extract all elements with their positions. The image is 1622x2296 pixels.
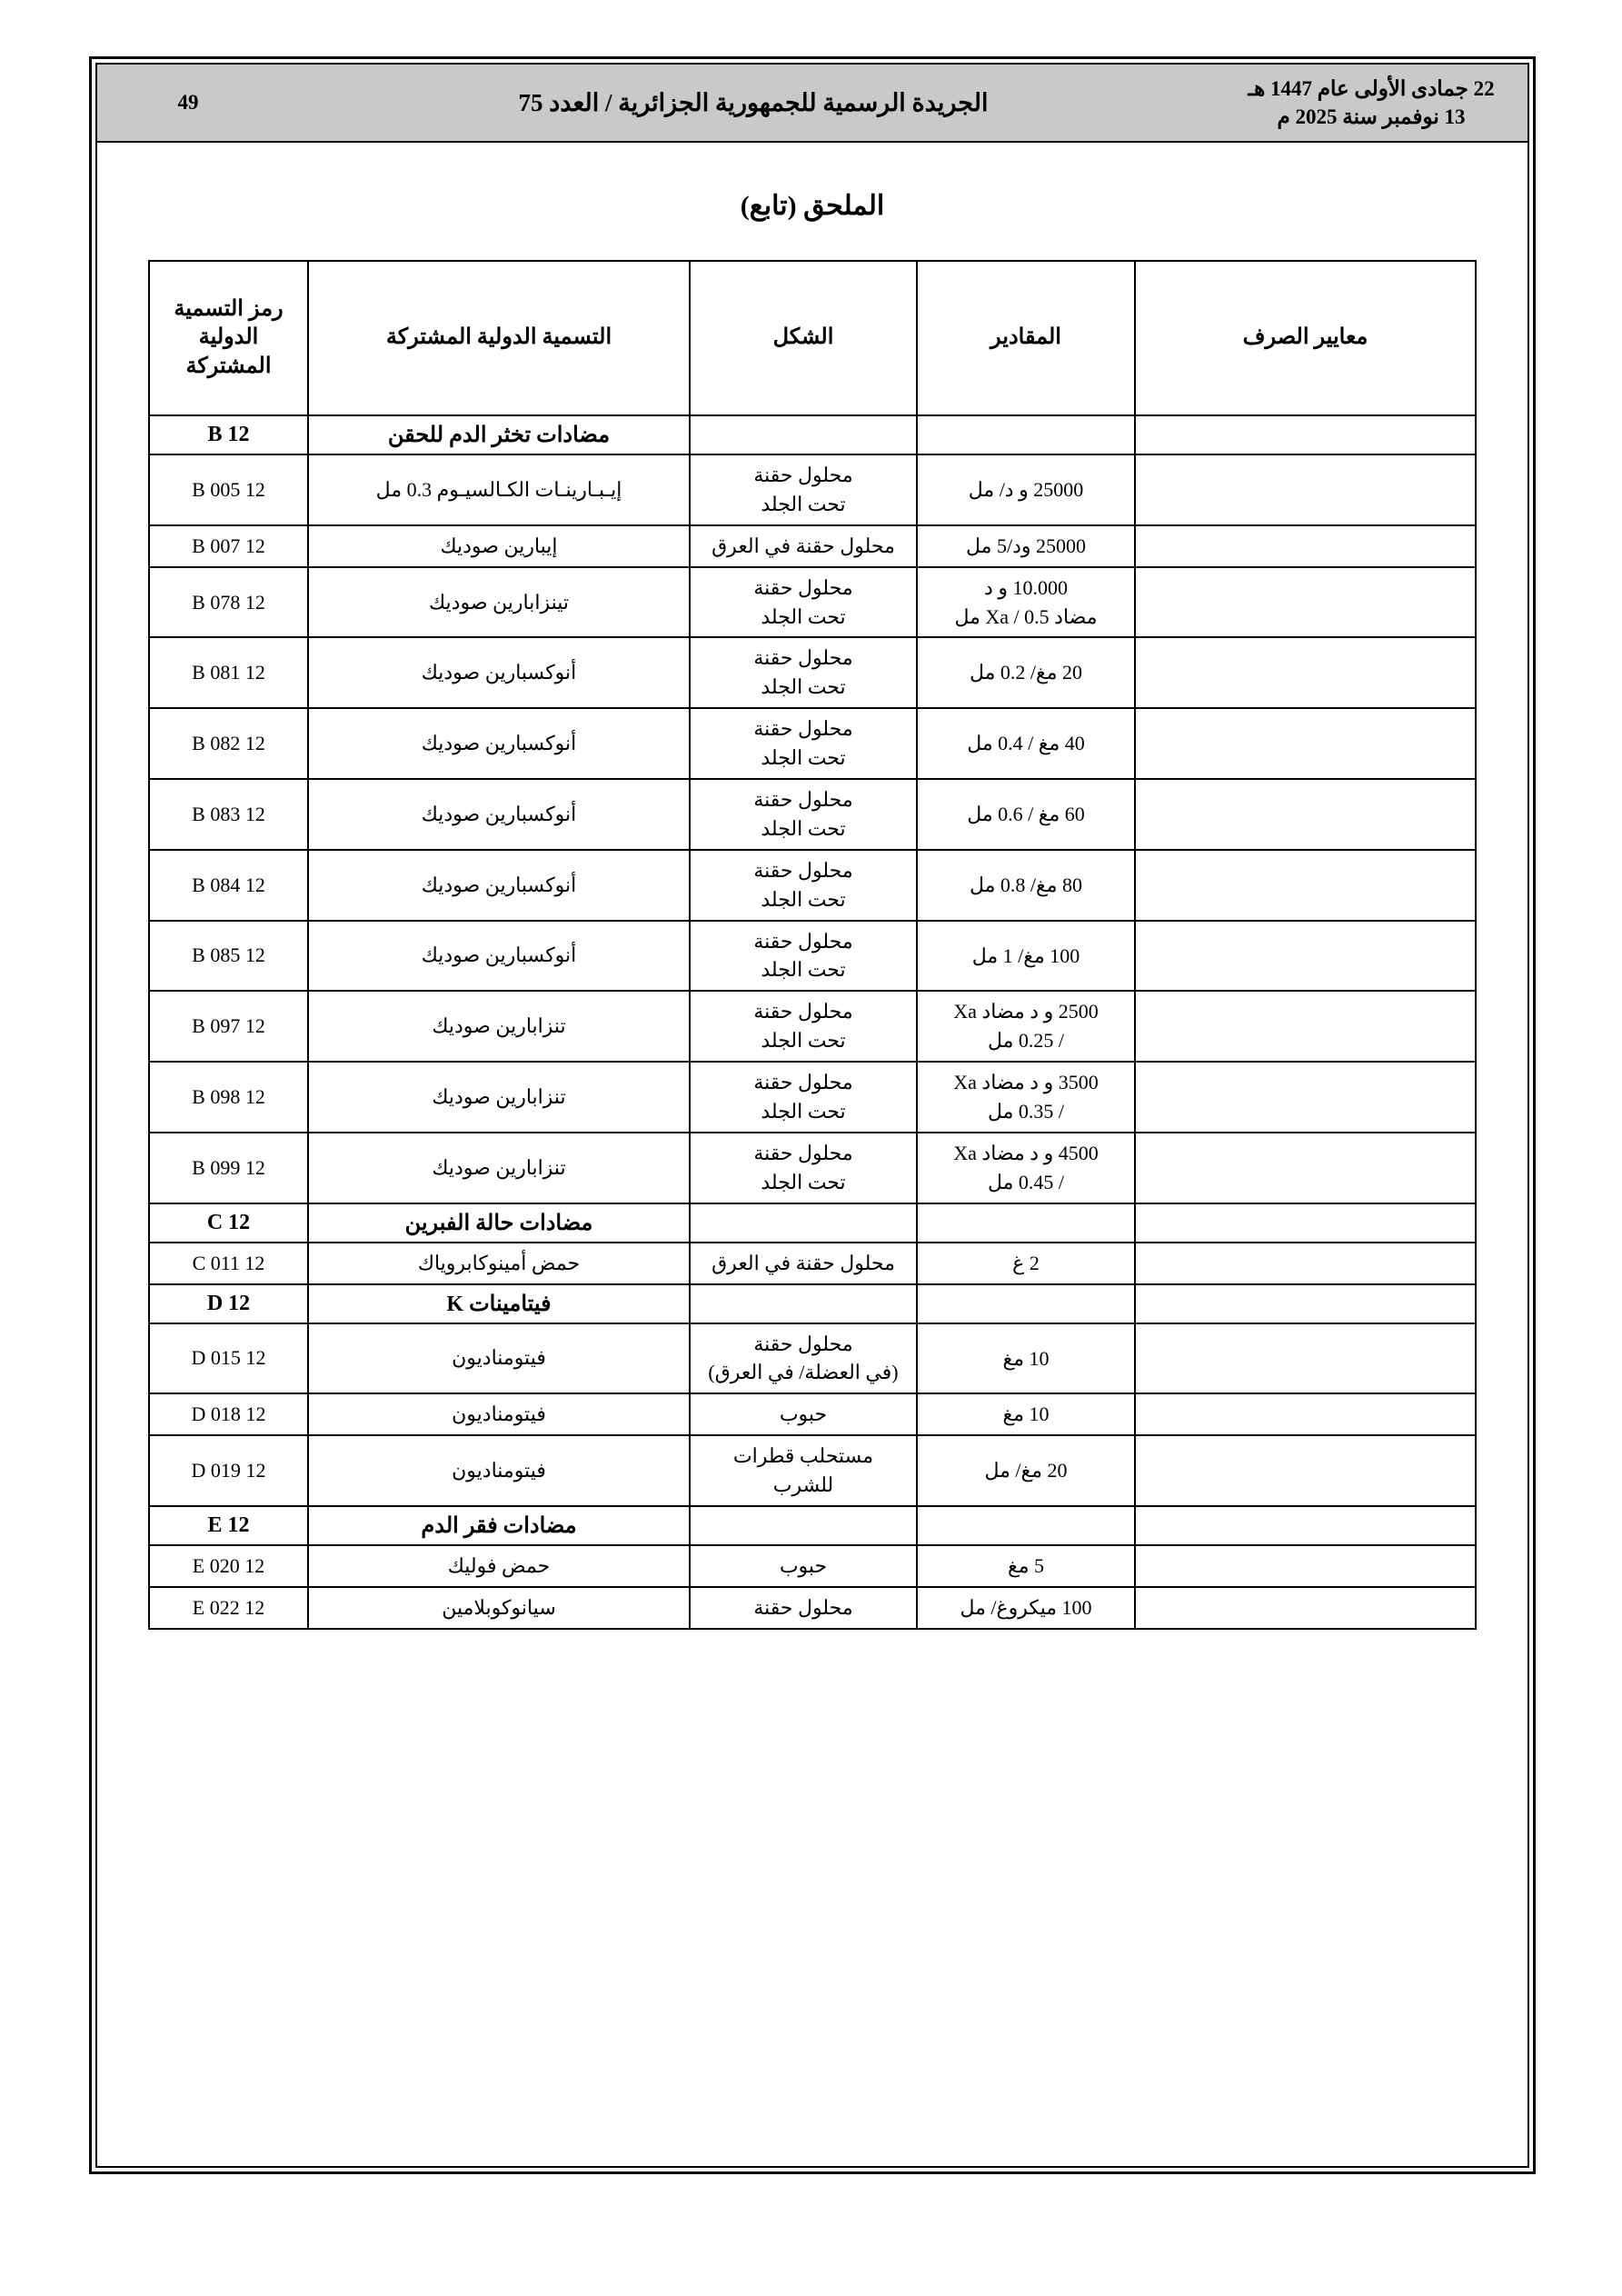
cell-code: 12 B 084 (149, 850, 308, 921)
cell-dose: 25000 ود/5 مل (917, 525, 1135, 567)
table-body (149, 415, 1476, 1629)
cell-dose (917, 1506, 1135, 1545)
cell-criteria (1135, 567, 1476, 638)
cell-form: محلول حقنة تحت الجلد (690, 708, 917, 779)
cell-dose (917, 1203, 1135, 1243)
cell-criteria (1135, 850, 1476, 921)
table-row (149, 991, 1476, 1062)
cell-code: 12 B 007 (149, 525, 308, 567)
cell-dci: تنزابارين صوديك (308, 991, 690, 1062)
header-date-hijri: 22 جمادى الأولى عام 1447 هـ (1248, 76, 1495, 100)
cell-dci: تنزابارين صوديك (308, 1062, 690, 1133)
cell-dose: 10 مغ (917, 1393, 1135, 1435)
cell-dose: 10.000 و د مضاد Xa / 0.5 مل (917, 567, 1135, 638)
cell-dci: إيـبـارينـات الكـالسيـوم 0.3 مل (308, 454, 690, 525)
cell-form: محلول حقنة في العرق (690, 525, 917, 567)
cell-criteria (1135, 525, 1476, 567)
page-border-outer (89, 56, 1536, 2174)
annex-title: الملحق (تابع) (740, 191, 885, 221)
cell-dose: 5 مغ (917, 1545, 1135, 1587)
table-row (149, 1062, 1476, 1133)
cell-dci: أنوكسبارين صوديك (308, 779, 690, 850)
table-group-row (149, 1284, 1476, 1323)
cell-dose: 10 مغ (917, 1323, 1135, 1394)
cell-criteria (1135, 1587, 1476, 1629)
table-row (149, 1393, 1476, 1435)
cell-criteria (1135, 921, 1476, 992)
table-row (149, 708, 1476, 779)
cell-dci: تنزابارين صوديك (308, 1133, 690, 1203)
cell-form: حبوب (690, 1545, 917, 1587)
drugs-table (148, 260, 1477, 1630)
cell-dose: 3500 و د مضاد Xa / 0.35 مل (917, 1062, 1135, 1133)
cell-code: 12 E 022 (149, 1587, 308, 1629)
cell-form: حبوب (690, 1393, 917, 1435)
cell-code: 12 B 081 (149, 637, 308, 708)
header-date (1228, 75, 1527, 131)
column-header-form: الشكل (690, 261, 917, 415)
page-content (97, 143, 1527, 2166)
table-row (149, 1545, 1476, 1587)
table-group-row (149, 415, 1476, 454)
cell-form: محلول حقنة تحت الجلد (690, 567, 917, 638)
cell-form: محلول حقنة تحت الجلد (690, 991, 917, 1062)
table-group-row (149, 1506, 1476, 1545)
cell-dci: سيانوكوبلامين (308, 1587, 690, 1629)
cell-dose (917, 1284, 1135, 1323)
cell-code: 12 B 082 (149, 708, 308, 779)
cell-code: 12 B 098 (149, 1062, 308, 1133)
cell-form: مستحلب قطرات للشرب (690, 1435, 917, 1506)
cell-dci: مضادات حالة الفبرين (308, 1203, 690, 1243)
cell-code: 12 C (149, 1203, 308, 1243)
cell-criteria (1135, 708, 1476, 779)
table-head (149, 261, 1476, 415)
cell-dose: 60 مغ / 0.6 مل (917, 779, 1135, 850)
cell-criteria (1135, 454, 1476, 525)
page-header (97, 65, 1527, 143)
cell-code: 12 B (149, 415, 308, 454)
table-row (149, 1323, 1476, 1394)
cell-dose: 25000 و د/ مل (917, 454, 1135, 525)
table-row (149, 567, 1476, 638)
table-row (149, 1435, 1476, 1506)
cell-dci: مضادات تخثر الدم للحقن (308, 415, 690, 454)
cell-code: 12 B 078 (149, 567, 308, 638)
cell-code: 12 E 020 (149, 1545, 308, 1587)
cell-criteria (1135, 1133, 1476, 1203)
cell-code: 12 B 097 (149, 991, 308, 1062)
cell-form: محلول حقنة تحت الجلد (690, 921, 917, 992)
cell-dose: 20 مغ/ 0.2 مل (917, 637, 1135, 708)
table-row (149, 454, 1476, 525)
cell-dci: أنوكسبارين صوديك (308, 708, 690, 779)
cell-dose (917, 415, 1135, 454)
cell-criteria (1135, 637, 1476, 708)
table-group-row (149, 1203, 1476, 1243)
cell-criteria (1135, 1545, 1476, 1587)
cell-code: 12 D 019 (149, 1435, 308, 1506)
header-page-number: 49 (177, 91, 199, 114)
cell-dci: مضادات فقر الدم (308, 1506, 690, 1545)
cell-dci: إيبارين صوديك (308, 525, 690, 567)
cell-criteria (1135, 1323, 1476, 1394)
cell-dose: 100 مغ/ 1 مل (917, 921, 1135, 992)
table-row (149, 850, 1476, 921)
cell-code: 12 D (149, 1284, 308, 1323)
cell-code: 12 B 005 (149, 454, 308, 525)
cell-code: 12 B 083 (149, 779, 308, 850)
cell-code: 12 C 011 (149, 1243, 308, 1284)
cell-criteria (1135, 1284, 1476, 1323)
table-row (149, 1243, 1476, 1284)
cell-dci: فيتومناديون (308, 1435, 690, 1506)
cell-form: محلول حقنة تحت الجلد (690, 1133, 917, 1203)
cell-criteria (1135, 991, 1476, 1062)
cell-dose: 100 ميكروغ/ مل (917, 1587, 1135, 1629)
cell-dci: أنوكسبارين صوديك (308, 921, 690, 992)
cell-form: محلول حقنة (في العضلة/ في العرق) (690, 1323, 917, 1394)
column-header-code: رمز التسمية الدولية المشتركة (149, 261, 308, 415)
cell-criteria (1135, 415, 1476, 454)
cell-criteria (1135, 1435, 1476, 1506)
cell-form: محلول حقنة تحت الجلد (690, 1062, 917, 1133)
cell-form: محلول حقنة تحت الجلد (690, 779, 917, 850)
column-header-criteria: معايير الصرف (1135, 261, 1476, 415)
cell-code: 12 E (149, 1506, 308, 1545)
cell-code: 12 D 018 (149, 1393, 308, 1435)
cell-criteria (1135, 1393, 1476, 1435)
table-row (149, 1133, 1476, 1203)
cell-dci: أنوكسبارين صوديك (308, 850, 690, 921)
table-row (149, 921, 1476, 992)
cell-form (690, 1284, 917, 1323)
cell-dci: فيتومناديون (308, 1323, 690, 1394)
table-row (149, 779, 1476, 850)
cell-code: 12 B 085 (149, 921, 308, 992)
cell-form: محلول حقنة تحت الجلد (690, 850, 917, 921)
header-date-gregorian: 13 نوفمبر سنة 2025 م (1277, 105, 1466, 128)
column-header-dose: المقادير (917, 261, 1135, 415)
cell-dose: 20 مغ/ مل (917, 1435, 1135, 1506)
header-journal-title: الجريدة الرسمية للجمهورية الجزائرية / العدد 75 (518, 88, 989, 116)
cell-dose: 2 غ (917, 1243, 1135, 1284)
cell-form (690, 1203, 917, 1243)
cell-dose: 40 مغ / 0.4 مل (917, 708, 1135, 779)
cell-dci: حمض أمينوكابروياك (308, 1243, 690, 1284)
cell-form: محلول حقنة (690, 1587, 917, 1629)
cell-dci: فيتومناديون (308, 1393, 690, 1435)
cell-dose: 4500 و د مضاد Xa / 0.45 مل (917, 1133, 1135, 1203)
cell-code: 12 B 099 (149, 1133, 308, 1203)
cell-criteria (1135, 1203, 1476, 1243)
cell-form (690, 1506, 917, 1545)
cell-criteria (1135, 1243, 1476, 1284)
table-header-row (149, 261, 1476, 415)
cell-form (690, 415, 917, 454)
cell-form: محلول حقنة تحت الجلد (690, 454, 917, 525)
cell-form: محلول حقنة في العرق (690, 1243, 917, 1284)
cell-dci: تينزابارين صوديك (308, 567, 690, 638)
cell-dci: أنوكسبارين صوديك (308, 637, 690, 708)
table-row (149, 1587, 1476, 1629)
cell-criteria (1135, 1062, 1476, 1133)
cell-dose: 80 مغ/ 0.8 مل (917, 850, 1135, 921)
cell-dose: 2500 و د مضاد Xa / 0.25 مل (917, 991, 1135, 1062)
column-header-dci: التسمية الدولية المشتركة (308, 261, 690, 415)
cell-criteria (1135, 1506, 1476, 1545)
table-row (149, 525, 1476, 567)
cell-criteria (1135, 779, 1476, 850)
cell-dci: حمض فوليك (308, 1545, 690, 1587)
cell-code: 12 D 015 (149, 1323, 308, 1394)
cell-form: محلول حقنة تحت الجلد (690, 637, 917, 708)
table-row (149, 637, 1476, 708)
cell-dci: فيتامينات K (308, 1284, 690, 1323)
